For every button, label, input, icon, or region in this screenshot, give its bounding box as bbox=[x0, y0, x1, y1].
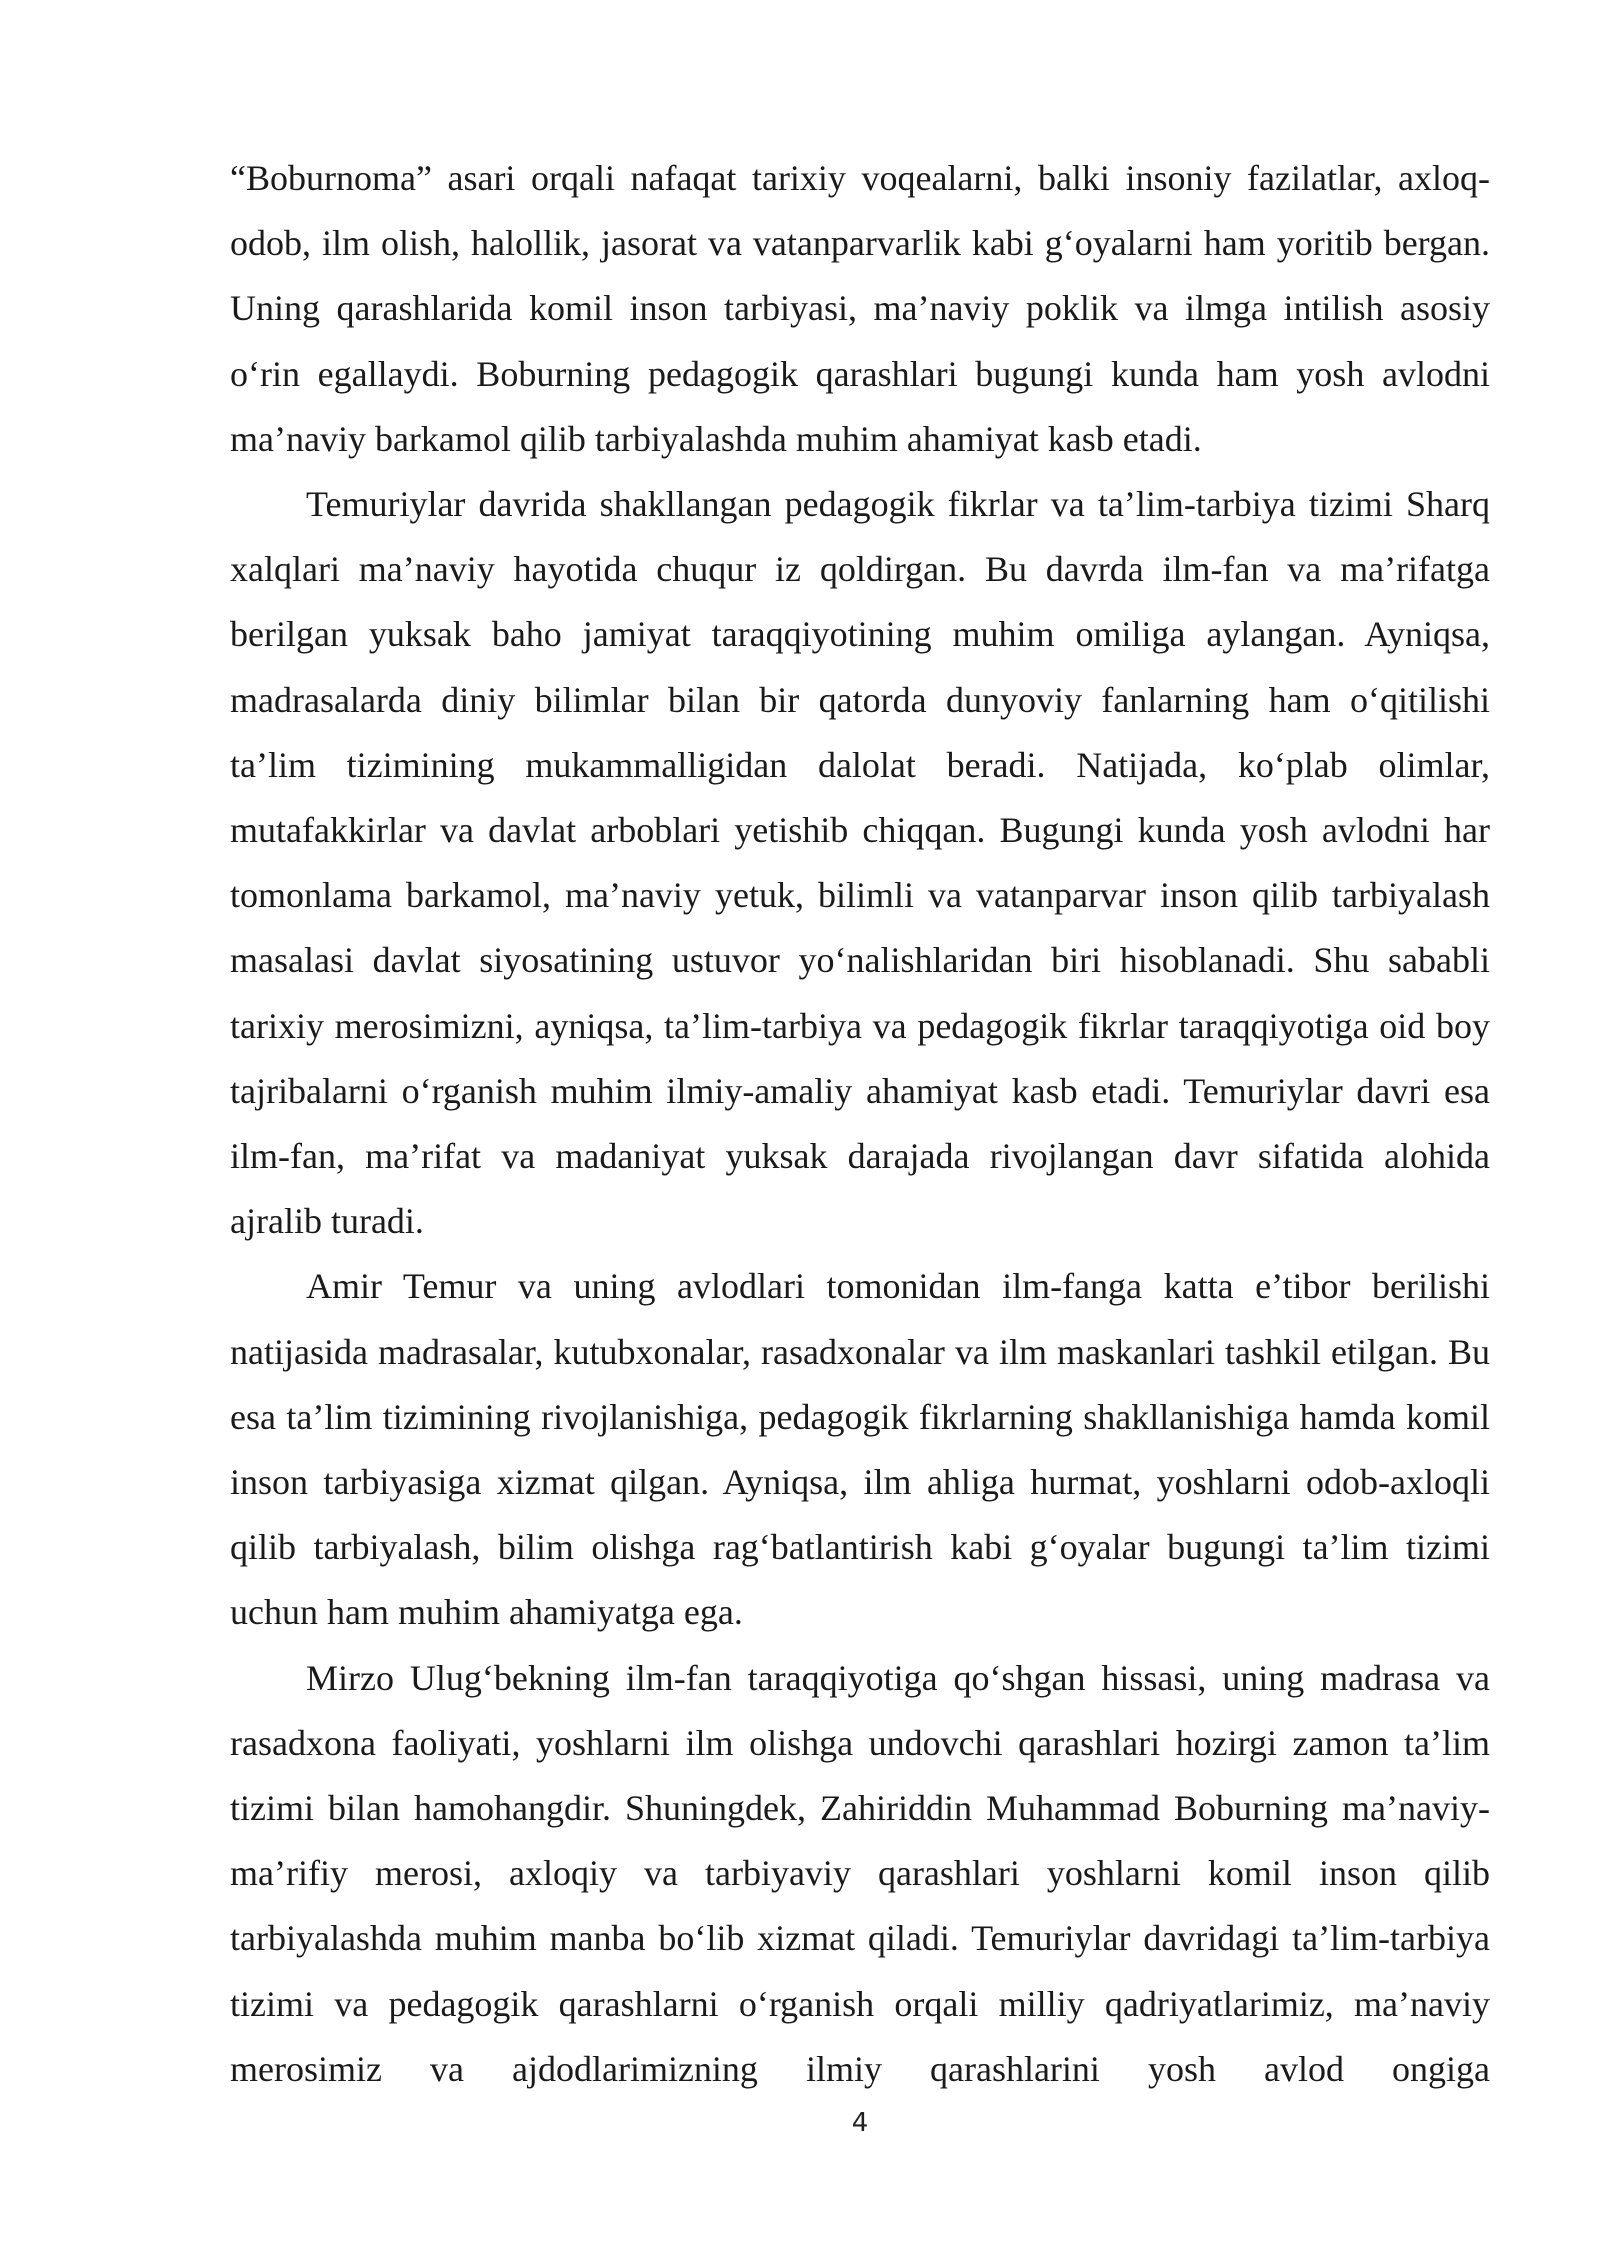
paragraph-3: Amir Temur va uning avlodlari tomonidan ilm-fanga katta e’tibor berilishi natijasida madrasalar, kutubxonalar, rasadxonalar va ilm maskanlari tashkil etilgan. Bu esa ta’lim tizimining rivojlanishiga, pedagogik fikrlarning shakllanishiga hamda komil inson tarbiyasiga xizmat qilgan. Ayniqsa, ilm ahliga hurmat, yoshlarni odob-axloqli qilib tarbiyalash, bilim olishga rag‘batlantirish kabi g‘oyalar bugungi ta’lim tizimi uchun ham muhim ahamiyatga ega. bbox=[230, 1266, 1490, 1633]
body-text bbox=[230, 146, 1490, 2102]
paragraph-1: “Boburnoma” asari orqali nafaqat tarixiy voqealarni, balki insoniy fazilatlar, axloq-odob, ilm olish, halollik, jasorat va vatanparvarlik kabi g‘oyalarni ham yoritib bergan. Uning qarashlarida komil inson tarbiyasi, ma’naviy poklik va ilmga intilish asosiy o‘rin egallaydi. Boburning pedagogik qarashlari bugungi kunda ham yosh avlodni ma’naviy barkamol qilib tarbiyalashda muhim ahamiyat kasb etadi. bbox=[230, 158, 1490, 459]
page-number: 4 bbox=[851, 2108, 869, 2138]
paragraph-4: Mirzo Ulug‘bekning ilm-fan taraqqiyotiga qo‘shgan hissasi, uning madrasa va rasadxona faoliyati, yoshlarni ilm olishga undovchi qarashlari hozirgi zamon ta’lim tizimi bilan hamohangdir. Shuningdek, Zahiriddin Muhammad Boburning ma’naviy-ma’rifiy merosi, axloqiy va tarbiyaviy qarashlari yoshlarni komil inson qilib tarbiyalashda muhim manba bo‘lib xizmat qiladi. Temuriylar davridagi ta’lim-tarbiya tizimi va pedagogik qarashlarni o‘rganish orqali milliy qadriyatlarimiz, ma’naviy merosimiz va ajdodlarimizning ilmiy qarashlarini yosh avlod ongiga bbox=[230, 1657, 1490, 2089]
paragraph-2: Temuriylar davrida shakllangan pedagogik fikrlar va ta’lim-tarbiya tizimi Sharq xalqlari ma’naviy hayotida chuqur iz qoldirgan. Bu davrda ilm-fan va ma’rifatga berilgan yuksak baho jamiyat taraqqiyotining muhim omiliga aylangan. Ayniqsa, madrasalarda diniy bilimlar bilan bir qatorda dunyoviy fanlarning ham o‘qitilishi ta’lim tizimining mukammalligidan dalolat beradi. Natijada, ko‘plab olimlar, mutafakkirlar va davlat arboblari yetishib chiqqan. Bugungi kunda yosh avlodni har tomonlama barkamol, ma’naviy yetuk, bilimli va vatanparvar inson qilib tarbiyalash masalasi davlat siyosatining ustuvor yo‘nalishlaridan biri hisoblanadi. Shu sababli tarixiy merosimizni, ayniqsa, ta’lim-tarbiya va pedagogik fikrlar taraqqiyotiga oid boy tajribalarni o‘rganish muhim ilmiy-amaliy ahamiyat kasb etadi. Temuriylar davri esa ilm-fan, ma’rifat va madaniyat yuksak darajada rivojlangan davr sifatida alohida ajralib turadi. bbox=[230, 484, 1490, 1242]
